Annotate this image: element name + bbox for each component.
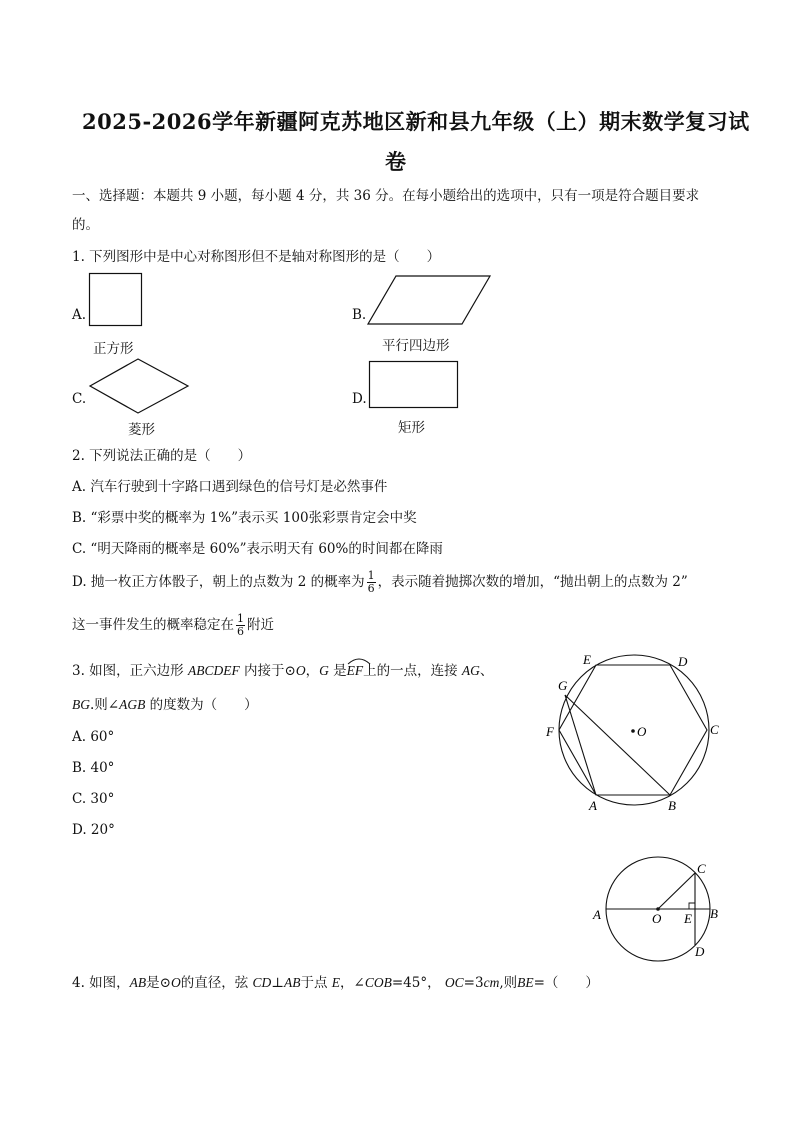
label-e2: E	[684, 911, 692, 926]
q4-stem: 4. 如图，AB是⊙O的直径，弦 CD⊥AB于点 E，∠COB=45°， OC=3cm,则BE=（ ）	[72, 975, 599, 991]
label-c: C	[710, 722, 719, 737]
fraction-one-sixth-2: $\frac{1}{6}$	[237, 612, 244, 638]
label-d: D	[678, 654, 688, 669]
label-d2: D	[695, 944, 705, 959]
page-title-continued: 卷	[385, 149, 407, 174]
q3-option-b: B. 40°	[72, 760, 115, 776]
hexagon-circle-figure	[540, 648, 730, 812]
label-o2: O	[652, 911, 662, 926]
q1-option-d-caption: 矩形	[398, 420, 425, 436]
q1-option-a-letter: A.	[72, 307, 87, 323]
arc-ef: EF	[347, 662, 364, 680]
section-heading-continued: 的。	[72, 217, 99, 233]
q2-option-d-text-2: ，表示随着抛掷次数的增加，“抛出朝上的点数为 2”	[377, 574, 688, 590]
q2-option-b: B. “彩票中奖的概率为 1%”表示买 100张彩票肯定会中奖	[72, 510, 417, 526]
q2-option-d-line1	[72, 570, 688, 595]
q1-option-d-letter: D.	[352, 391, 367, 407]
label-c2: C	[697, 861, 706, 876]
q1-option-b-letter: B.	[352, 307, 367, 323]
q3-option-a: A. 60°	[72, 729, 115, 745]
label-a: A	[589, 798, 597, 812]
q3-option-c: C. 30°	[72, 791, 115, 807]
q3-stem-line1: 3. 如图，正六边形 ABCDEF 内接于⊙O，G 是 EF上的一点，连接 AG、	[72, 662, 493, 680]
q1-option-c-caption: 菱形	[128, 422, 155, 438]
q2-option-d-text-3: 这一事件发生的概率稳定在	[72, 617, 234, 633]
q2-option-a: A. 汽车行驶到十字路口遇到绿色的信号灯是必然事件	[72, 479, 388, 495]
square-figure	[88, 272, 144, 330]
q1-stem: 1. 下列图形中是中心对称图形但不是轴对称图形的是（ ）	[72, 249, 441, 265]
parallelogram-figure	[366, 274, 492, 326]
radius-oc	[658, 873, 695, 909]
q1-option-a-caption: 正方形	[93, 341, 134, 357]
page-title: 2025-2026学年新疆阿克苏地区新和县九年级（上）期末数学复习试	[82, 109, 750, 134]
q2-option-d-text-4: 附近	[247, 617, 274, 633]
section-heading: 一、选择题：本题共 9 小题，每小题 4 分，共 36 分。在每小题给出的选项中，只有一项是符合题目要求	[72, 188, 700, 204]
label-b: B	[668, 798, 676, 812]
label-g: G	[558, 678, 568, 693]
q1-option-b-caption: 平行四边形	[382, 338, 450, 354]
label-a2: A	[593, 907, 601, 922]
q2-stem: 2. 下列说法正确的是（ ）	[72, 448, 252, 464]
label-f: F	[546, 724, 554, 739]
center-point	[631, 729, 635, 733]
q3-stem-line2: BG.则∠AGB 的度数为（ ）	[72, 697, 258, 713]
circle-chord-figure	[588, 852, 726, 966]
q2-option-d-text: D. 抛一枚正方体骰子，朝上的点数为 2 的概率为	[72, 574, 365, 590]
label-e: E	[583, 652, 591, 667]
label-o: O	[637, 724, 647, 739]
rectangle-figure	[368, 360, 460, 410]
q3-option-d: D. 20°	[72, 822, 115, 838]
right-angle-mark	[689, 903, 695, 909]
label-b2: B	[710, 906, 718, 921]
rhombus-figure	[88, 357, 192, 417]
q2-option-c: C. “明天降雨的概率是 60%”表示明天有 60%的时间都在降雨	[72, 541, 443, 557]
q1-option-c-letter: C.	[72, 391, 87, 407]
fraction-one-sixth: $\frac{1}{6}$	[367, 569, 375, 595]
q2-option-d-line2	[72, 613, 274, 638]
